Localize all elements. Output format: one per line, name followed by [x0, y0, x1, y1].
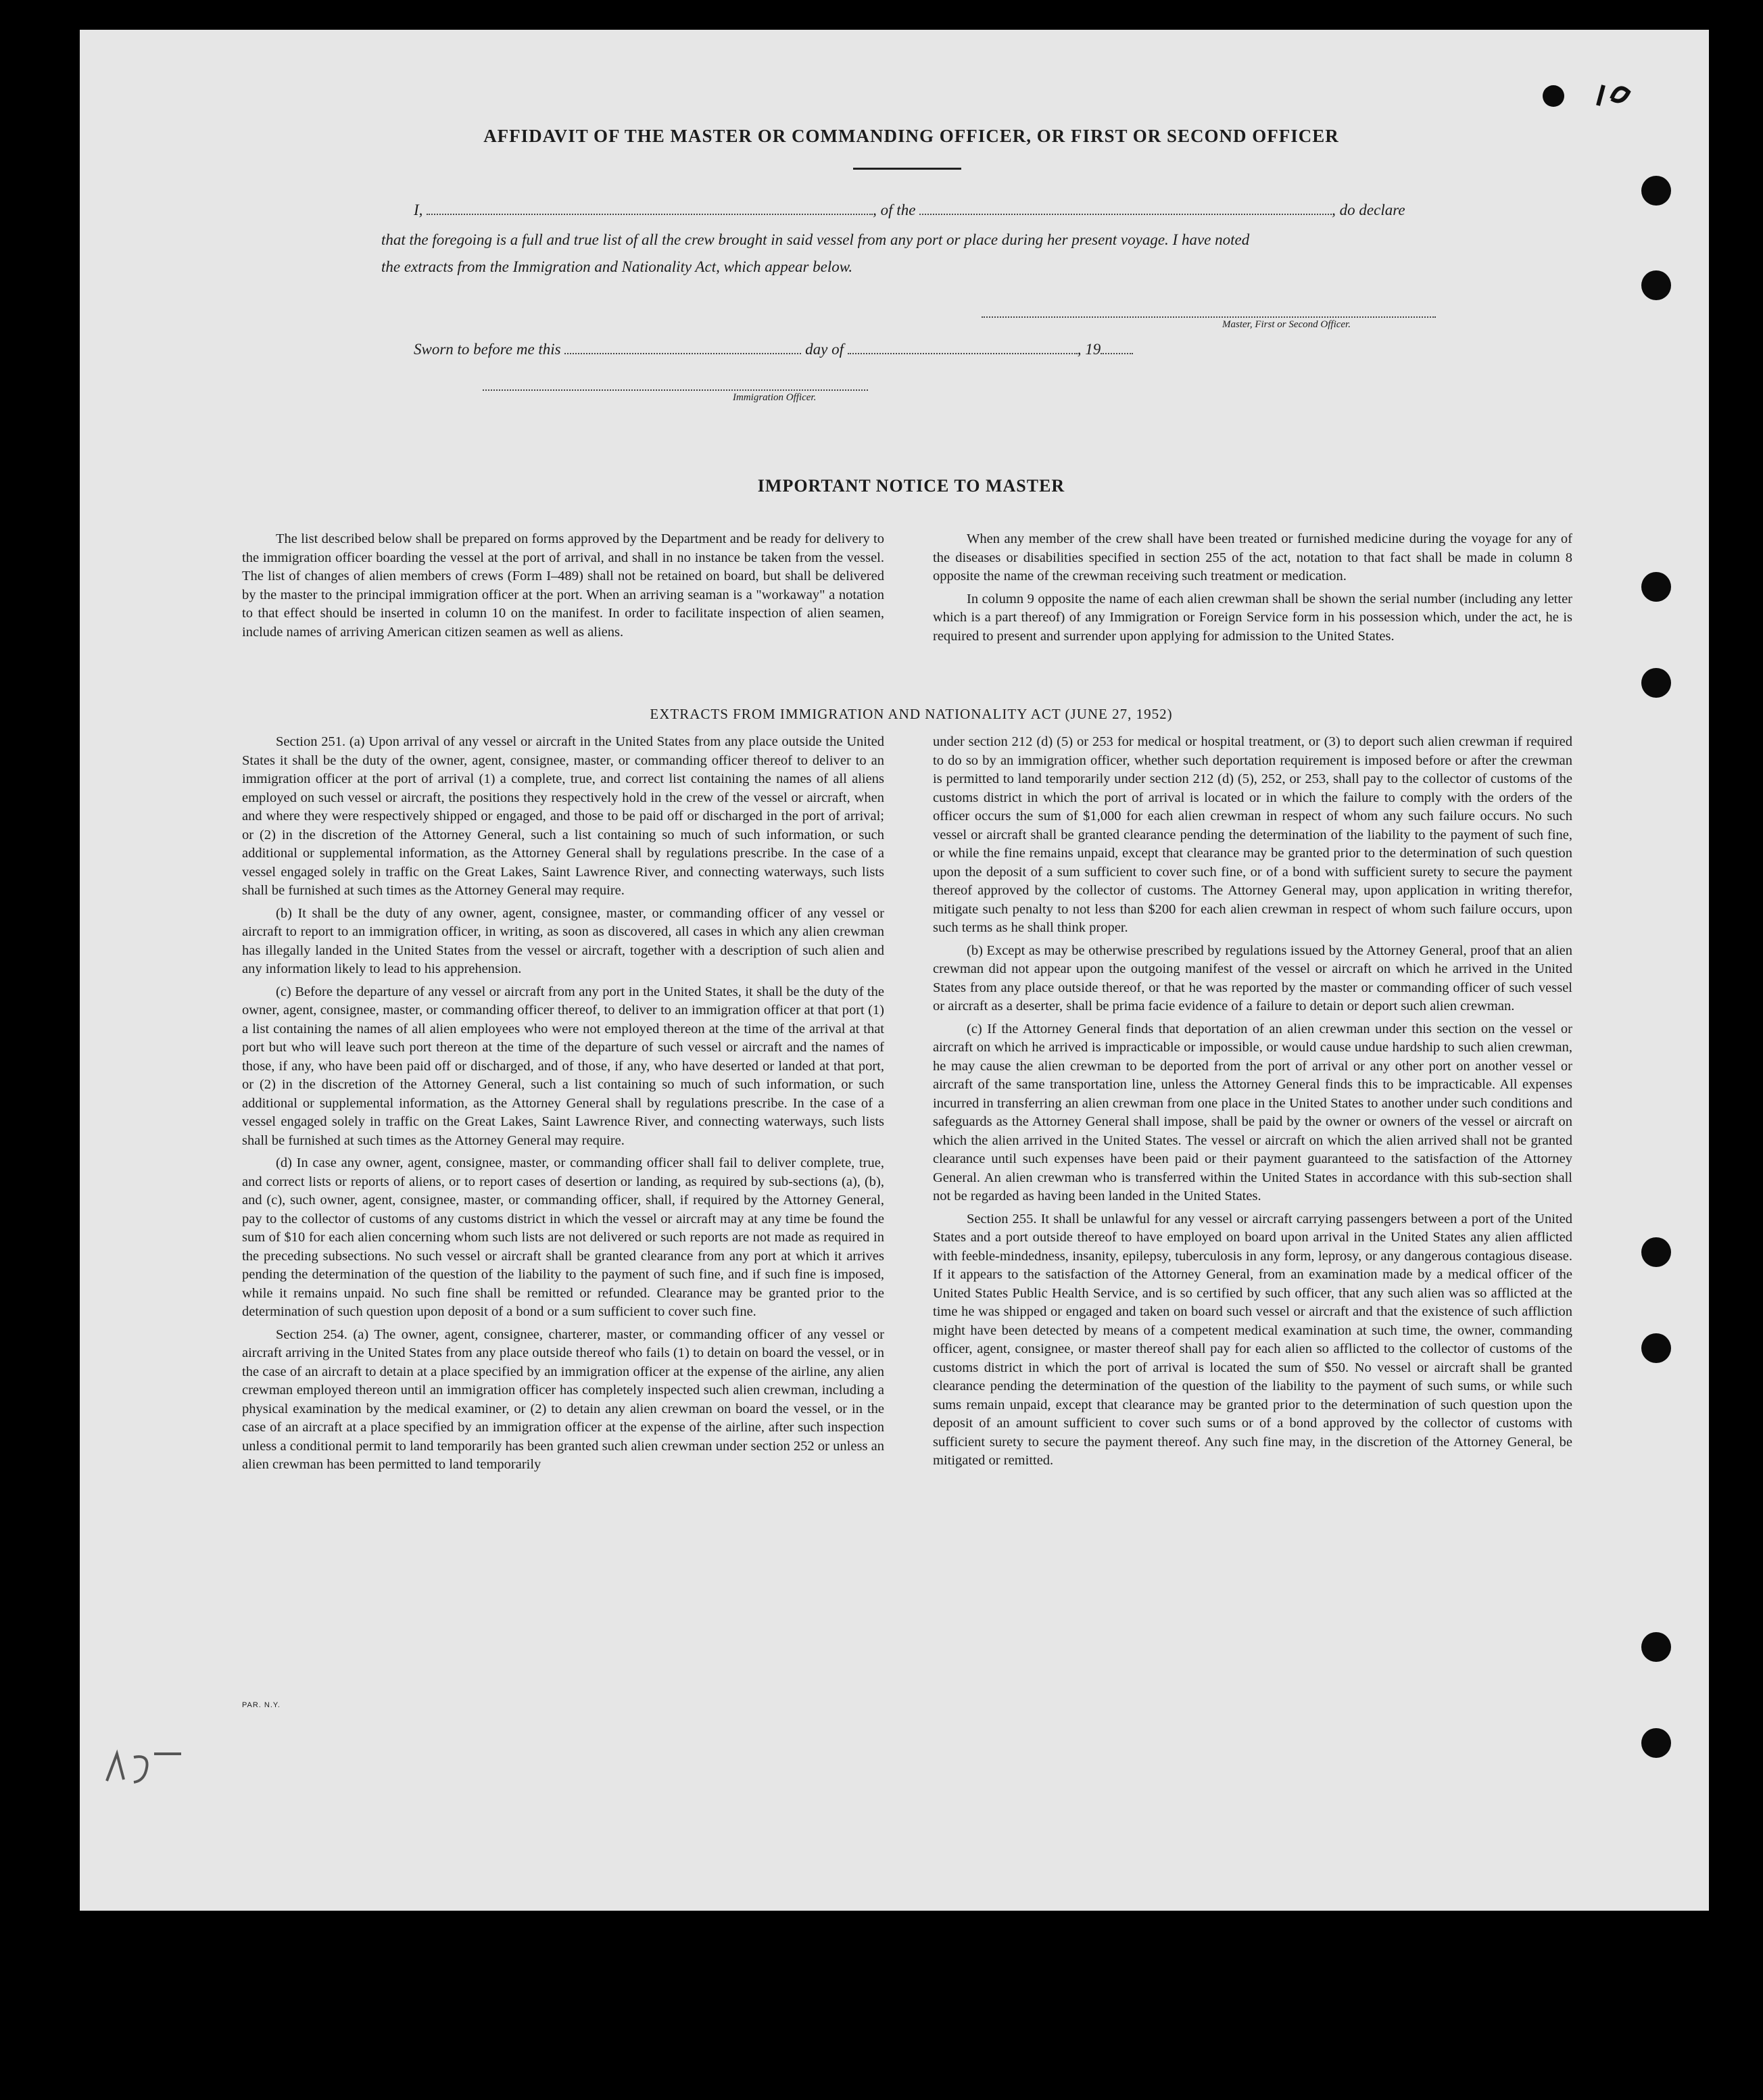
master-signature-label: Master, First or Second Officer.	[1222, 319, 1351, 330]
extracts-title: EXTRACTS FROM IMMIGRATION AND NATIONALITY ACT (JUNE 27, 1952)	[650, 706, 1173, 722]
section-254-b: (b) Except as may be otherwise prescribed by regulations issued by the Attorney General, proof that an alien crewman did not appear upon the outgoing manifest of the vessel or aircraft on which he arrived in the United States from any place outside thereof, or that he was reported by the master or commanding officer of such vessel or aircraft as a deserter, shall be prima facie evidence of a failure to detain or deport such alien crewman.	[933, 942, 1572, 1013]
sworn-year-field[interactable]	[1101, 343, 1133, 354]
extracts-right-column	[933, 733, 1572, 1475]
master-signature-line[interactable]	[982, 316, 1436, 318]
punch-hole	[1641, 1237, 1671, 1267]
declaration-i: I,	[414, 201, 423, 218]
section-251-a: Section 251. (a) Upon arrival of any vessel or aircraft in the United States from any place outside the United States it shall be the duty of the owner, agent, consignee, master, or commanding officer thereof to deliver to an immigration officer at the port of arrival (1) a complete, true, and correct list containing the names of all aliens employed on such vessel or aircraft, the positions they respectively hold in the crew of the vessel or aircraft, when and where they were respectively shipped or engaged, and those to be paid off or discharged in the port of arrival; or (2) in the discretion of the Attorney General, such a list containing so much of such information, or such additional or supplemental information, as the Attorney General shall by regulations prescribe. In the case of a vessel engaged solely in traffic on the Great Lakes, Saint Lawrence River, and connecting waterways, such lists shall be furnished at such times as the Attorney General may require.	[242, 734, 884, 898]
sworn-month-field[interactable]	[848, 343, 1078, 354]
punch-hole	[1641, 1333, 1671, 1363]
sworn-day-of: day of	[805, 341, 844, 358]
name-field[interactable]	[427, 204, 873, 215]
declaration-text-1: that the foregoing is a full and true list of all the crew brought in said vessel from any port or place during her present voyage. I have noted	[381, 231, 1250, 248]
officer-signature-label: Immigration Officer.	[733, 392, 817, 403]
affidavit-title: AFFIDAVIT OF THE MASTER OR COMMANDING OFFICER, OR FIRST OR SECOND OFFICER	[483, 126, 1339, 146]
notice-left-text: The list described below shall be prepared on forms approved by the Department and be ready for delivery to the immigration officer boarding the vessel at the port of arrival, and shall in no instance be taken from the vessel. The list of changes of alien members of crews (Form I–489) shall not be retained on board, but shall be delivered by the master to the principal immigration officer at the port. When an arriving seaman is a "workaway" a notation to that effect should be inserted in column 10 on the manifest. In order to facilitate inspection of alien seamen, include names of arriving American citizen seamen as well as aliens.	[242, 531, 884, 640]
section-251-d: (d) In case any owner, agent, consignee, master, or commanding officer shall fail to deliver complete, true, and correct lists or reports of aliens, or to report cases of desertion or landing, as required by sub-sections (a), (b), and (c), such owner, agent, consignee, master, or commanding officer, shall, if required by the Attorney General, pay to the collector of customs of any customs district in which the vessel or aircraft may at any time be found the sum of $10 for each alien concerning whom such lists are not delivered or such reports are not made as required in the preceding subsections. No such vessel or aircraft shall be granted clearance from any port at which it arrives pending the determination of the question of the liability to the payment of such fine, and if such fine is imposed, while it remains unpaid. No such fine shall be remitted or refunded. Clearance may be granted prior to the determination of such question upon deposit of a bond or a sum sufficient to cover such fine.	[242, 1155, 884, 1319]
declaration-text-2: the extracts from the Immigration and Nationality Act, which appear below.	[381, 258, 853, 275]
punch-hole	[1641, 668, 1671, 698]
printer-mark: PAR. N.Y.	[242, 1701, 281, 1709]
section-255: Section 255. It shall be unlawful for any vessel or aircraft carrying passengers between a port of the United States and a port outside thereof to have employed on board upon arrival in the United States any alien afflicted with feeble-mindedness, insanity, epilepsy, tuberculosis in any form, leprosy, or any dangerous contagious disease. If it appears to the satisfaction of the Attorney General, from an examination made by a medical officer of the United States Public Health Service, and is so certified by such officer, that any such alien was so afflicted at the time he was shipped or engaged and taken on board such vessel or aircraft and that the existence of such affliction might have been detected by means of a competent medical examination at such time, the owner, commanding officer, agent, consignee, or master thereof shall pay for each alien so afflicted to the collector of customs of the customs district in which the port of arrival is located the sum of $50. No vessel or aircraft shall be granted clearance pending the determination of the question of the liability to the payment of such sums, or while such sums remain unpaid, except that clearance may be granted prior to the determination of such question upon the deposit of an amount sufficient to cover such sums or of a bond approved by the collector of customs with sufficient surety to secure the payment thereof. Any such fine may, in the discretion of the Attorney General, be mitigated or remitted.	[933, 1211, 1572, 1468]
vessel-field[interactable]	[919, 204, 1332, 215]
sworn-line	[414, 337, 1293, 362]
section-254-a: Section 254. (a) The owner, agent, consignee, charterer, master, or commanding officer of any vessel or aircraft arriving in the United States from any place outside thereof who fails (1) to detain on board the vessel, or in the case of an aircraft to detain at a place specified by an immigration officer at the expense of the airline, any alien crewman employed thereon until an immigration officer has completely inspected such alien crewman, including a physical examination by the medical examiner, or (2) to detain any alien crewman on board the vessel, or in the case of an aircraft at a place specified by an immigration officer at the expense of the airline, after such inspection unless a conditional permit to land temporarily has been granted such alien crewman under section 252 or unless an alien crewman has been permitted to land temporarily	[242, 1327, 884, 1472]
notice-title: IMPORTANT NOTICE TO MASTER	[757, 476, 1065, 496]
handwritten-page-number	[1591, 78, 1639, 112]
section-251-c: (c) Before the departure of any vessel or aircraft from any port in the United States, it shall be the duty of the owner, agent, consignee, master, or commanding officer thereof, to deliver to an immigration officer at that port (1) a list containing the names of all alien employees who were not employed thereon at the time of the arrival at that port but who will leave such port thereon at the time of the departure of such vessel or aircraft and the names of those, if any, who have been paid off or discharged, and of those, if any, who have deserted or landed at that port, or (2) in the discretion of the Attorney General, such a list containing so much of such information, or such additional or supplemental information, as the Attorney General shall by regulations prescribe. In the case of a vessel engaged solely in traffic on the Great Lakes, Saint Lawrence River, and connecting waterways, such lists shall be furnished at such times as the Attorney General may require.	[242, 984, 884, 1148]
sworn-day-field[interactable]	[564, 343, 801, 354]
officer-signature-line[interactable]	[483, 389, 868, 391]
declaration-do-declare: , do declare	[1332, 201, 1405, 218]
punch-hole	[1641, 572, 1671, 602]
section-254-c: (c) If the Attorney General finds that deportation of an alien crewman under this section on the vessel or aircraft on which he arrived is impracticable or impossible, or would cause undue hardship to such alien crewman, he may cause the alien crewman to be deported from the port of arrival or any other port on another vessel or aircraft of the same transportation line, unless the Attorney General finds this to be impracticable. All expenses incurred in transferring an alien crewman from one place in the United States to another under such conditions and safeguards as the Attorney General shall impose, shall be paid by the owner or owners of the vessel or aircraft on which the alien arrived in the United States. The vessel or aircraft on which the alien arrived shall not be granted clearance until such expenses have been paid or their payment guaranteed to the satisfaction of the Attorney General. An alien crewman who is transferred within the United States in accordance with this sub-section shall not be regarded as having been landed in the United States.	[933, 1021, 1572, 1203]
notice-right-column	[933, 530, 1572, 650]
section-254-a-cont: under section 212 (d) (5) or 253 for medical or hospital treatment, or (3) to deport such alien crewman if required to do so by an immigration officer, whether such deportation requirement is imposed before or after the crewman is permitted to land temporarily under section 212 (d) (5), 252, or 253, shall pay to the collector of customs of the customs district in which the port of arrival is located or in which the failure to comply with the orders of the officer occurs the sum of $1,000 for each alien crewman in respect of whom any such failure occurs. No such vessel or aircraft shall be granted clearance pending the determination of the liability to the payment of such fine, or while the fine remains unpaid, except that clearance may be granted prior to the determination of such question upon the deposit of a sum sufficient to cover such fine, or of a bond with sufficient surety to secure the payment thereof approved by the collector of customs. The Attorney General may, upon application in writing therefor, mitigate such penalty to not less than $200 for each alien crewman in respect of whom such failure occurs, upon such terms as he shall think proper.	[933, 734, 1572, 935]
declaration-line	[414, 197, 1522, 223]
section-251-b: (b) It shall be the duty of any owner, agent, consignee, master, or commanding officer of any vessel or aircraft to report to an immigration officer, in writing, as soon as discovered, all cases in which any alien crewman has illegally landed in the United States from the vessel or aircraft, together with a description of such alien and any information likely to lead to his apprehension.	[242, 905, 884, 976]
ink-dot	[1543, 85, 1564, 107]
notice-left-column	[242, 530, 884, 646]
title-underline	[853, 168, 961, 170]
punch-hole	[1641, 270, 1671, 300]
handwritten-mark	[87, 1734, 195, 1794]
notice-right-text-2: In column 9 opposite the name of each alien crewman shall be shown the serial number (including any letter which is a part thereof) of any Immigration or Foreign Service form in his possession which, under the act, he is required to present and surrender upon applying for admission to the United States.	[933, 591, 1572, 644]
punch-hole	[1641, 176, 1671, 206]
notice-right-text-1: When any member of the crew shall have been treated or furnished medicine during the voyage for any of the diseases or disabilities specified in section 255 of the act, notation to that fact shall be made in column 8 opposite the name of the crewman receiving such treatment or medication.	[933, 531, 1572, 583]
extracts-left-column	[242, 733, 884, 1479]
sworn-year: , 19	[1077, 341, 1101, 358]
declaration-of-the: , of the	[873, 201, 916, 218]
punch-hole	[1641, 1632, 1671, 1662]
punch-hole	[1641, 1728, 1671, 1758]
document-page	[80, 30, 1709, 1911]
sworn-text: Sworn to before me this	[414, 341, 561, 358]
